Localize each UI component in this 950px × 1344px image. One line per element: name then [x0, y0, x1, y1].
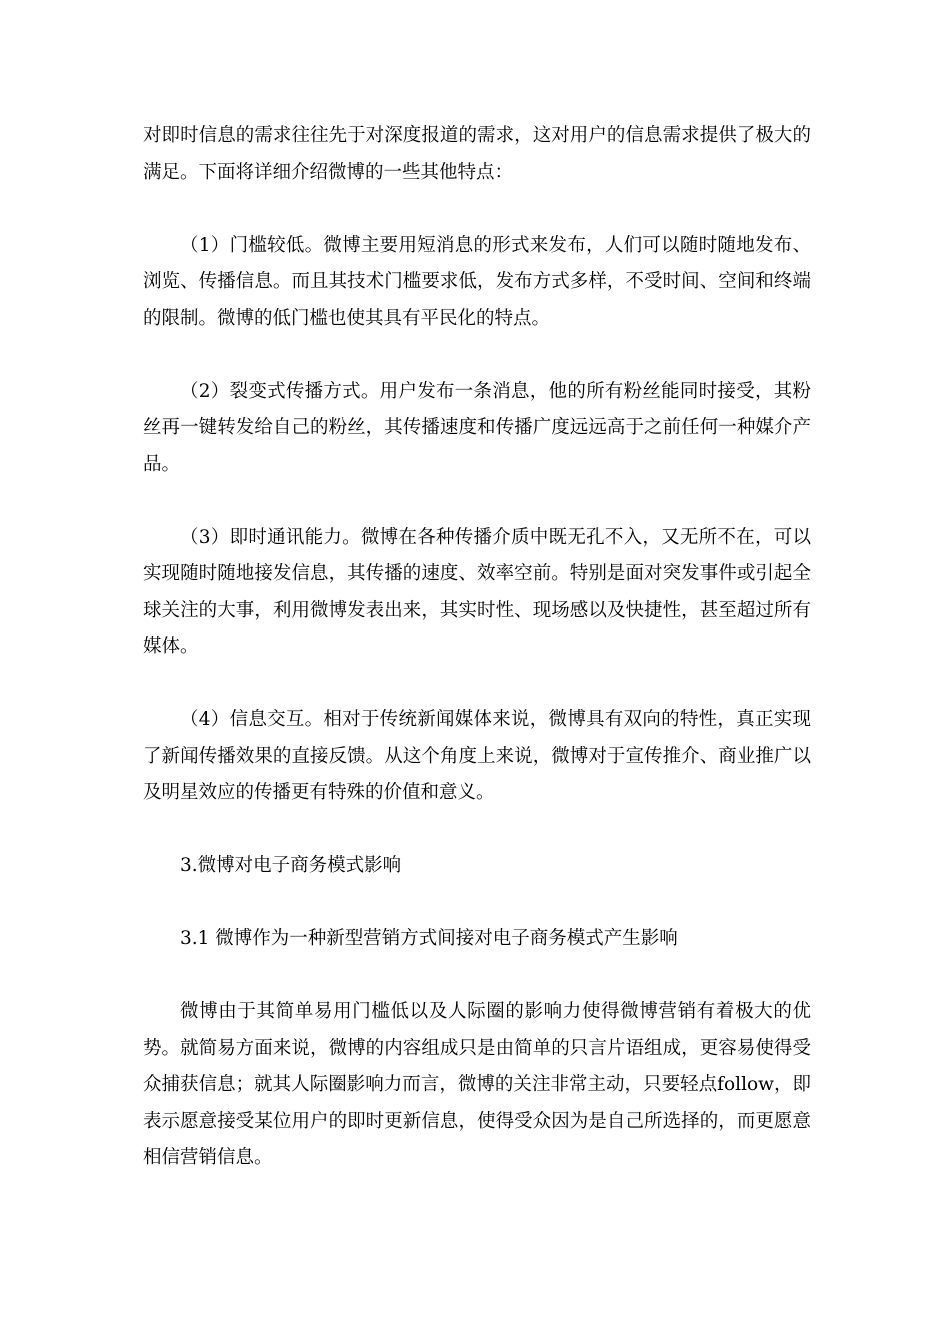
paragraph-feature-3: （3）即时通讯能力。微博在各种传播介质中既无孔不入，又无所不在，可以实现随时随地接发信息，其传播的速度、效率空前。特别是面对突发事件或引起全球关注的大事，利用微博发表出来，其实时性、现场感以及快捷性，甚至超过所有媒体。: [143, 526, 811, 657]
subsection-heading: 3.1 微博作为一种新型营销方式间接对电子商务模式产生影响: [180, 928, 678, 949]
paragraph-closing: 微博由于其简单易用门槛低以及人际圈的影响力使得微博营销有着极大的优势。就简易方面来说，微博的内容组成只是由简单的只言片语组成，更容易使得受众捕获信息；就其人际圈影响力而言，微博的关注非常主动，只要轻点follow，即表示愿意接受某位用户的即时更新信息，使得受众因为是自己所选择的，而更愿意相信营销信息。: [143, 1001, 811, 1168]
paragraph-feature-1: （1）门槛较低。微博主要用短消息的形式来发布，人们可以随时随地发布、浏览、传播信息。而且其技术门槛要求低，发布方式多样，不受时间、空间和终端的限制。微博的低门槛也使其具有平民化的特点。: [143, 234, 811, 329]
paragraph-intro: 对即时信息的需求往往先于对深度报道的需求，这对用户的信息需求提供了极大的满足。下面将详细介绍微博的一些其他特点：: [143, 125, 811, 183]
paragraph-feature-4: （4）信息交互。相对于传统新闻媒体来说，微博具有双向的特性，真正实现了新闻传播效果的直接反馈。从这个角度上来说，微博对于宣传推介、商业推广以及明星效应的传播更有特殊的价值和意义。: [143, 709, 811, 803]
paragraph-feature-2: （2）裂变式传播方式。用户发布一条消息，他的所有粉丝能同时接受，其粉丝再一键转发给自己的粉丝，其传播速度和传播广度远远高于之前任何一种媒介产品。: [143, 380, 811, 475]
document-body: [143, 118, 811, 1213]
section-heading: 3.微博对电子商务模式影响: [180, 855, 402, 876]
